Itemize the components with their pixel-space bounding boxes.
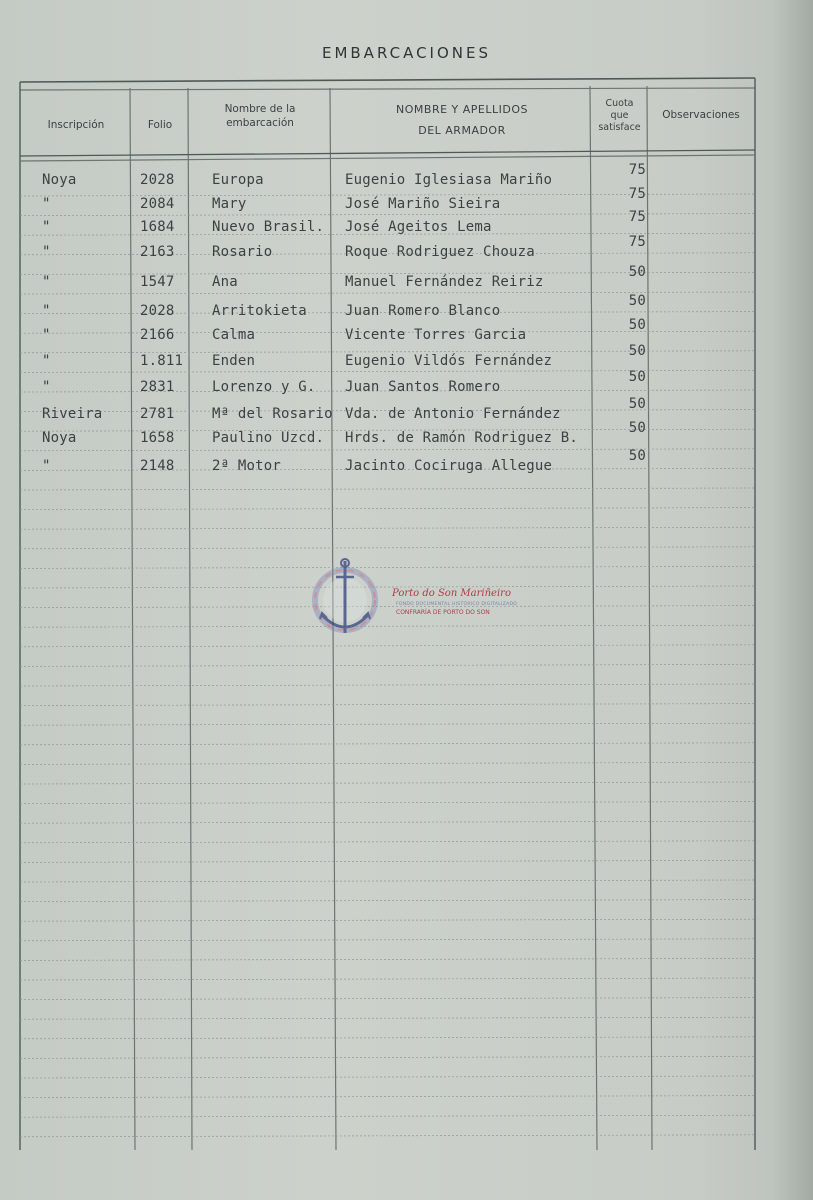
row-barco: Enden (212, 353, 256, 369)
ruled-line (20, 802, 755, 804)
ruled-line (20, 1076, 755, 1078)
row-inscripcion: " (42, 353, 51, 369)
row-inscripcion: Riveira (42, 406, 103, 422)
header-cuota (592, 98, 647, 134)
row-cuota: 50 (628, 343, 646, 359)
row-cuota: 75 (628, 186, 646, 202)
row-cuota: 50 (628, 396, 646, 412)
row-armador: Vda. de Antonio Fernández (345, 406, 561, 422)
row-barco: Rosario (212, 244, 273, 260)
row-inscripcion: " (42, 303, 51, 319)
ruled-line (20, 782, 755, 784)
row-barco: 2ª Motor (212, 458, 282, 474)
row-armador: Eugenio Iglesiasa Mariño (345, 172, 553, 188)
row-cuota: 75 (628, 162, 646, 178)
row-inscripcion: " (42, 379, 51, 395)
row-folio: 1.811 (140, 353, 184, 369)
row-barco: Lorenzo y G. (212, 379, 316, 395)
ruled-line (20, 1135, 755, 1137)
row-cuota: 50 (628, 264, 646, 280)
row-armador: Hrds. de Ramón Rodriguez B. (345, 430, 578, 446)
header-armador-line1: NOMBRE Y APELLIDOS (396, 103, 528, 116)
ruled-line (20, 841, 755, 843)
header-cuota-line2: que (610, 110, 629, 121)
ruled-line (20, 762, 755, 764)
header-nombre (190, 102, 330, 130)
ruled-line (20, 1037, 755, 1039)
ruled-line (20, 527, 755, 529)
stamp-org: CONFRARÍA DE PORTO DO SON (396, 609, 490, 616)
header-cuota-line1: Cuota (605, 98, 634, 109)
ruled-line (20, 880, 755, 882)
ruled-line (20, 978, 755, 980)
ruled-line (20, 821, 755, 823)
row-inscripcion: " (42, 196, 51, 212)
row-folio: 1547 (140, 274, 175, 290)
row-folio: 2028 (140, 172, 175, 188)
header-cuota-line3: satisface (598, 122, 641, 133)
row-folio: 1658 (140, 430, 175, 446)
row-inscripcion: " (42, 327, 51, 343)
row-folio: 2781 (140, 406, 175, 422)
row-inscripcion: " (42, 244, 51, 260)
ruled-line (20, 547, 755, 549)
row-armador: Juan Santos Romero (345, 379, 501, 395)
row-armador: Vicente Torres Garcia (345, 327, 527, 343)
header-observaciones: Observaciones (662, 109, 740, 121)
row-armador: Eugenio Vildós Fernández (345, 353, 553, 369)
header-inscripcion: Inscripción (47, 119, 105, 131)
header-armador (334, 99, 590, 141)
ruled-line (20, 860, 755, 862)
row-folio: 2166 (140, 327, 175, 343)
header-armador-line2: DEL ARMADOR (418, 124, 506, 137)
row-barco: Mª del Rosario (212, 406, 333, 422)
row-inscripcion: " (42, 274, 51, 290)
row-inscripcion: Noya (42, 172, 77, 188)
row-barco: Paulino Uzcd. (212, 430, 325, 446)
row-folio: 2148 (140, 458, 175, 474)
header-nombre-line1: Nombre de la (224, 103, 296, 115)
ruled-line (20, 508, 755, 510)
row-barco: Calma (212, 327, 256, 343)
stamp-name: Porto do Son Mariñeiro (392, 588, 511, 599)
row-barco: Ana (212, 274, 238, 290)
row-cuota: 50 (628, 293, 646, 309)
row-inscripcion: " (42, 458, 51, 474)
page-title: EMBARCACIONES (321, 44, 492, 62)
ruled-line (20, 723, 755, 725)
row-cuota: 50 (628, 420, 646, 436)
header-folio: Folio (147, 119, 173, 131)
row-barco: Arritokieta (212, 303, 307, 319)
row-cuota: 75 (628, 209, 646, 225)
ruled-line (20, 998, 755, 1000)
row-armador: José Mariño Sieira (345, 196, 501, 212)
ruled-line (20, 684, 755, 686)
stamp-anchor-logo (310, 555, 520, 645)
row-barco: Mary (212, 196, 247, 212)
ruled-line (20, 743, 755, 745)
row-armador: Juan Romero Blanco (345, 303, 501, 319)
row-armador: Roque Rodriguez Chouza (345, 244, 535, 260)
ruled-line (20, 900, 755, 902)
ruled-line (20, 958, 755, 960)
row-folio: 2028 (140, 303, 175, 319)
row-folio: 2084 (140, 196, 175, 212)
header-nombre-line2: embarcación (226, 117, 294, 129)
row-inscripcion: " (42, 219, 51, 235)
row-armador: Jacinto Cociruga Allegue (345, 458, 553, 474)
row-barco: Nuevo Brasil. (212, 219, 325, 235)
row-folio: 2163 (140, 244, 175, 260)
ruled-line (20, 1017, 755, 1019)
row-folio: 2831 (140, 379, 175, 395)
row-cuota: 50 (628, 317, 646, 333)
row-armador: Manuel Fernández Reiriz (345, 274, 544, 290)
ruled-line (20, 1096, 755, 1098)
ruled-line (20, 939, 755, 941)
row-cuota: 50 (628, 369, 646, 385)
ruled-line (20, 645, 755, 647)
stamp-subtitle: FONDO DOCUMENTAL HISTÓRICO DIGITALIZADO (396, 602, 518, 607)
row-armador: José Ageitos Lema (345, 219, 492, 235)
row-cuota: 50 (628, 448, 646, 464)
row-barco: Europa (212, 172, 264, 188)
row-folio: 1684 (140, 219, 175, 235)
ruled-line (20, 488, 755, 490)
ruled-line (20, 919, 755, 921)
ruled-line (20, 664, 755, 666)
ruled-line (20, 704, 755, 706)
row-inscripcion: Noya (42, 430, 77, 446)
ruled-line (20, 1115, 755, 1117)
ruled-line (20, 1056, 755, 1058)
row-cuota: 75 (628, 234, 646, 250)
